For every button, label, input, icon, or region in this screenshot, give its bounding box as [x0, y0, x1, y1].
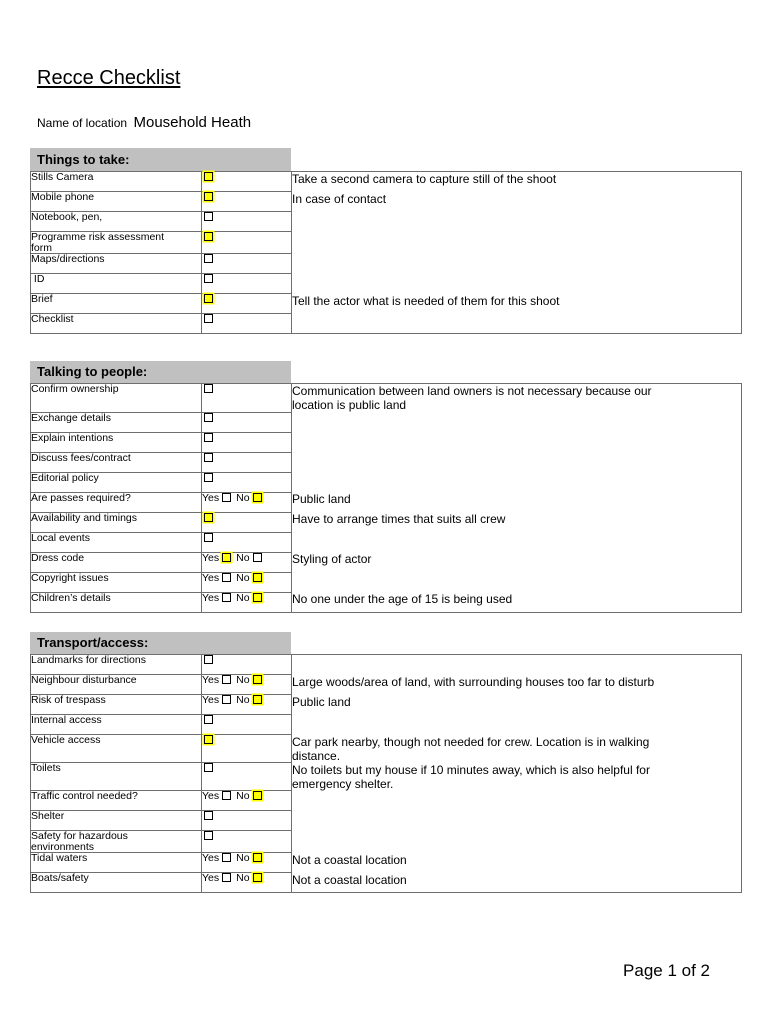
checklist-row	[31, 472, 742, 492]
item-check-cell	[202, 412, 292, 432]
item-label: Explain intentions	[31, 432, 202, 452]
item-check-cell	[202, 715, 292, 735]
item-note	[292, 254, 742, 274]
checklist-row	[31, 763, 742, 791]
item-note: In case of contact	[292, 192, 742, 212]
checkbox[interactable]	[204, 384, 213, 393]
item-check-cell	[202, 314, 292, 334]
checkbox[interactable]	[204, 831, 213, 840]
item-note	[292, 811, 742, 831]
item-note: Tell the actor what is needed of them for this shoot	[292, 294, 742, 314]
item-label: Notebook, pen,	[31, 212, 202, 232]
checklist-row	[31, 552, 742, 572]
yes-checkbox[interactable]	[222, 493, 231, 502]
checklist-row	[31, 172, 742, 192]
checklist-table	[30, 654, 742, 893]
item-check-cell	[202, 192, 292, 212]
item-note: Public land	[292, 695, 742, 715]
checkbox[interactable]	[204, 513, 213, 522]
item-note: No toilets but my house if 10 minutes away, which is also helpful for emergency shelter.	[292, 763, 742, 791]
item-check-cell	[202, 592, 292, 612]
item-label: Neighbour disturbance	[31, 675, 202, 695]
checklist-row	[31, 492, 742, 512]
item-label: Vehicle access	[31, 735, 202, 763]
checkbox[interactable]	[204, 294, 213, 303]
yes-checkbox[interactable]	[222, 573, 231, 582]
item-check-cell	[202, 791, 292, 811]
yes-checkbox[interactable]	[222, 675, 231, 684]
no-checkbox[interactable]	[253, 695, 262, 704]
item-label: Programme risk assessment form	[31, 232, 202, 254]
item-note: Not a coastal location	[292, 873, 742, 893]
item-label: Confirm ownership	[31, 384, 202, 413]
no-label: No	[236, 694, 250, 706]
checklist-row	[31, 811, 742, 831]
checkbox[interactable]	[204, 453, 213, 462]
item-note	[292, 831, 742, 853]
item-label: Checklist	[31, 314, 202, 334]
yes-label: Yes	[202, 694, 220, 706]
yes-checkbox[interactable]	[222, 791, 231, 800]
item-note: Car park nearby, though not needed for crew. Location is in walking distance.	[292, 735, 742, 763]
checkbox[interactable]	[204, 172, 213, 181]
checkbox[interactable]	[204, 254, 213, 263]
item-label: Editorial policy	[31, 472, 202, 492]
item-note	[292, 452, 742, 472]
item-label: Risk of trespass	[31, 695, 202, 715]
checklist-row	[31, 254, 742, 274]
yes-checkbox[interactable]	[222, 695, 231, 704]
yes-label: Yes	[202, 674, 220, 686]
yes-checkbox[interactable]	[222, 553, 231, 562]
item-label: Local events	[31, 532, 202, 552]
item-label: Exchange details	[31, 412, 202, 432]
yes-label: Yes	[202, 872, 220, 884]
item-note	[292, 715, 742, 735]
item-note	[292, 274, 742, 294]
item-note: Communication between land owners is not necessary because our location is public land	[292, 384, 742, 413]
checklist-row	[31, 432, 742, 452]
item-check-cell	[202, 254, 292, 274]
checklist-row	[31, 212, 742, 232]
item-note: No one under the age of 15 is being used	[292, 592, 742, 612]
item-label: ID	[31, 274, 202, 294]
item-label: Discuss fees/contract	[31, 452, 202, 472]
item-note	[292, 655, 742, 675]
item-check-cell	[202, 675, 292, 695]
yes-checkbox[interactable]	[222, 593, 231, 602]
section-things-to-take	[30, 148, 741, 334]
item-check-cell	[202, 873, 292, 893]
checklist-row	[31, 655, 742, 675]
checklist-row	[31, 695, 742, 715]
no-label: No	[236, 491, 250, 504]
yes-label: Yes	[202, 491, 220, 504]
item-check-cell	[202, 172, 292, 192]
checklist-rows	[31, 384, 742, 613]
checklist-row	[31, 831, 742, 853]
item-note: Take a second camera to capture still of the shoot	[292, 172, 742, 192]
item-check-cell	[202, 432, 292, 452]
item-check-cell	[202, 472, 292, 492]
checkbox[interactable]	[204, 192, 213, 201]
item-label: Children’s details	[31, 592, 202, 612]
no-checkbox[interactable]	[253, 791, 262, 800]
checkbox[interactable]	[204, 811, 213, 820]
section-heading: Things to take:	[30, 148, 291, 171]
checkbox[interactable]	[204, 473, 213, 482]
item-label: Brief	[31, 294, 202, 314]
checkbox[interactable]	[204, 655, 213, 664]
item-label: Are passes required?	[31, 492, 202, 512]
item-check-cell	[202, 492, 292, 512]
item-label: Mobile phone	[31, 192, 202, 212]
section-talking-to-people	[30, 361, 741, 613]
item-check-cell	[202, 384, 292, 413]
item-note: Styling of actor	[292, 552, 742, 572]
item-note: Large woods/area of land, with surrounding houses too far to disturb	[292, 675, 742, 695]
no-checkbox[interactable]	[253, 553, 262, 562]
item-label: Traffic control needed?	[31, 791, 202, 811]
item-note: Have to arrange times that suits all crew	[292, 512, 742, 532]
checkbox[interactable]	[204, 413, 213, 422]
section-transport-access	[30, 632, 741, 893]
document-title: Recce Checklist	[37, 67, 181, 89]
yes-label: Yes	[202, 551, 220, 564]
item-note: Not a coastal location	[292, 853, 742, 873]
checklist-row	[31, 384, 742, 413]
yes-checkbox[interactable]	[222, 873, 231, 882]
yes-checkbox[interactable]	[222, 853, 231, 862]
item-check-cell	[202, 452, 292, 472]
item-label: Internal access	[31, 715, 202, 735]
item-note	[292, 412, 742, 432]
checklist-row	[31, 412, 742, 432]
item-label: Stills Camera	[31, 172, 202, 192]
no-checkbox[interactable]	[253, 573, 262, 582]
checkbox[interactable]	[204, 314, 213, 323]
item-label: Safety for hazardous environments	[31, 831, 202, 853]
no-label: No	[236, 551, 250, 564]
item-note	[292, 314, 742, 334]
item-check-cell	[202, 512, 292, 532]
checklist-row	[31, 791, 742, 811]
item-note	[292, 532, 742, 552]
checkbox[interactable]	[204, 433, 213, 442]
item-note	[292, 232, 742, 254]
checkbox[interactable]	[204, 212, 213, 221]
item-check-cell	[202, 831, 292, 853]
section-heading: Transport/access:	[30, 632, 291, 654]
page-number: Page 1 of 2	[623, 961, 710, 980]
item-note	[292, 432, 742, 452]
no-label: No	[236, 872, 250, 884]
checklist-row	[31, 274, 742, 294]
item-check-cell	[202, 232, 292, 254]
item-label: Toilets	[31, 763, 202, 791]
item-check-cell	[202, 294, 292, 314]
checklist-row	[31, 532, 742, 552]
location-line	[37, 113, 251, 133]
item-check-cell	[202, 735, 292, 763]
checklist-row	[31, 232, 742, 254]
checklist-row	[31, 715, 742, 735]
item-note	[292, 572, 742, 592]
section-heading: Talking to people:	[30, 361, 291, 383]
checklist-row	[31, 452, 742, 472]
item-note	[292, 472, 742, 492]
item-label: Boats/safety	[31, 873, 202, 893]
no-label: No	[236, 571, 250, 584]
checklist-row	[31, 853, 742, 873]
item-check-cell	[202, 763, 292, 791]
checklist-row	[31, 314, 742, 334]
checklist-table	[30, 171, 742, 334]
item-label: Landmarks for directions	[31, 655, 202, 675]
item-check-cell	[202, 695, 292, 715]
checklist-row	[31, 735, 742, 763]
checkbox[interactable]	[204, 232, 213, 241]
checklist-row	[31, 873, 742, 893]
no-checkbox[interactable]	[253, 675, 262, 684]
item-label: Shelter	[31, 811, 202, 831]
item-label: Copyright issues	[31, 572, 202, 592]
checklist-rows	[31, 172, 742, 334]
no-checkbox[interactable]	[253, 873, 262, 882]
yes-label: Yes	[202, 852, 220, 864]
item-check-cell	[202, 532, 292, 552]
checkbox[interactable]	[204, 735, 213, 744]
checklist-row	[31, 294, 742, 314]
checklist-row	[31, 572, 742, 592]
no-label: No	[236, 790, 250, 802]
yes-label: Yes	[202, 790, 220, 802]
item-note	[292, 791, 742, 811]
location-value: Mousehold Heath	[133, 114, 252, 131]
item-check-cell	[202, 212, 292, 232]
item-label: Maps/directions	[31, 254, 202, 274]
item-check-cell	[202, 552, 292, 572]
item-label: Dress code	[31, 552, 202, 572]
no-label: No	[236, 674, 250, 686]
checklist-row	[31, 512, 742, 532]
item-check-cell	[202, 655, 292, 675]
item-check-cell	[202, 853, 292, 873]
item-note	[292, 212, 742, 232]
checklist-rows	[31, 655, 742, 893]
checklist-row	[31, 675, 742, 695]
checkbox[interactable]	[204, 715, 213, 724]
item-check-cell	[202, 274, 292, 294]
yes-label: Yes	[202, 591, 220, 604]
no-label: No	[236, 591, 250, 604]
no-checkbox[interactable]	[253, 593, 262, 602]
checkbox[interactable]	[204, 763, 213, 772]
item-label: Tidal waters	[31, 853, 202, 873]
location-label: Name of location	[37, 116, 128, 130]
checkbox[interactable]	[204, 274, 213, 283]
no-checkbox[interactable]	[253, 853, 262, 862]
item-note: Public land	[292, 492, 742, 512]
item-check-cell	[202, 811, 292, 831]
item-label: Availability and timings	[31, 512, 202, 532]
no-label: No	[236, 852, 250, 864]
yes-label: Yes	[202, 571, 220, 584]
checklist-table	[30, 383, 742, 613]
item-check-cell	[202, 572, 292, 592]
checkbox[interactable]	[204, 533, 213, 542]
checklist-row	[31, 192, 742, 212]
checklist-row	[31, 592, 742, 612]
no-checkbox[interactable]	[253, 493, 262, 502]
